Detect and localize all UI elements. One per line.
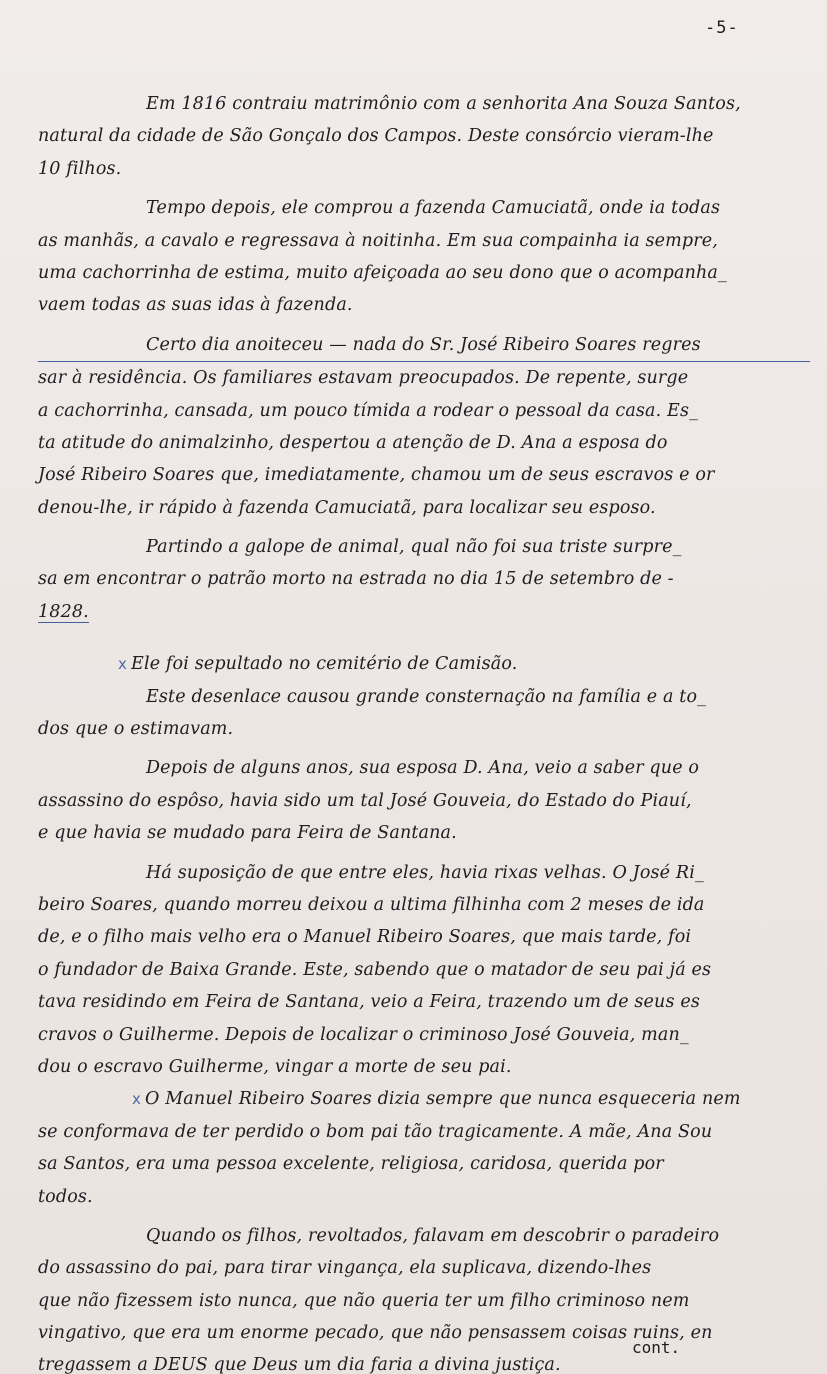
text-line: x O Manuel Ribeiro Soares dizia sempre que nunca esqueceria nem xyxy=(132,1089,741,1110)
text-line: todos. xyxy=(38,1186,93,1207)
text-line-date xyxy=(38,596,810,628)
paragraph-marriage xyxy=(38,88,810,185)
text-line: sar à residência. Os familiares estavam preocupados. De repente, surge xyxy=(38,368,689,389)
text-line: a cachorrinha, cansada, um pouco tímida a rodear o pessoal da casa. Es_ xyxy=(38,400,698,421)
text-line: de, e o filho mais velho era o Manuel Ribeiro Soares, que mais tarde, foi xyxy=(38,927,692,948)
paragraph-mother xyxy=(38,1220,810,1374)
text-line: Em 1816 contraiu matrimônio com a senhorita Ana Souza Santos, xyxy=(146,94,741,114)
text-line: o fundador de Baixa Grande. Este, sabendo que o matador de seu pai já es xyxy=(38,959,712,980)
paragraph-grief xyxy=(38,681,810,746)
text-line: ta atitude do animalzinho, despertou a atenção de D. Ana a esposa do xyxy=(38,432,668,453)
text-line-underlined: Certo dia anoiteceu — nada do Sr. José Ribeiro Soares regres xyxy=(38,329,810,362)
text-line: as manhãs, a cavalo e regressava à noitinha. Em sua compainha ia sempre, xyxy=(38,230,718,251)
text-line: dou o escravo Guilherme, vingar a morte de seu pai. xyxy=(38,1056,512,1077)
paragraph-night xyxy=(38,329,810,524)
underlined-year: 1828. xyxy=(38,601,89,622)
text-line: dos que o estimavam. xyxy=(38,719,234,740)
text-line: Há suposição de que entre eles, havia rixas velhas. O José Ri_ xyxy=(146,862,704,883)
text-line: do assassino do pai, para tirar vingança, ela suplicava, dizendo-lhes xyxy=(38,1258,652,1279)
text-line: vingativo, que era um enorme pecado, que não pensassem coisas ruins, en xyxy=(38,1323,713,1344)
text-line: denou-lhe, ir rápido à fazenda Camuciatã, para localizar seu esposo. xyxy=(38,497,656,518)
text-line: Tempo depois, ele comprou a fazenda Camuciatã, onde ia todas xyxy=(146,198,721,219)
text-line: Este desenlace causou grande consternação na família e a to_ xyxy=(146,686,707,707)
paragraph-revenge xyxy=(38,857,810,1084)
text-line: Quando os filhos, revoltados, falavam em descobrir o paradeiro xyxy=(146,1225,720,1246)
text-line: beiro Soares, quando morreu deixou a ultima filhinha com 2 meses de ida xyxy=(38,894,705,915)
text-line: vaem todas as suas idas à fazenda. xyxy=(38,295,353,316)
paragraph-discovery xyxy=(38,531,810,628)
paragraph-burial xyxy=(38,648,810,680)
text-line: assassino do espôso, havia sido um tal José Gouveia, do Estado do Piauí, xyxy=(38,790,692,811)
paragraph-manuel xyxy=(38,1083,810,1213)
text-line: natural da cidade de São Gonçalo dos Campos. Deste consórcio vieram-lhe xyxy=(38,126,714,147)
text-line: x Ele foi sepultado no cemitério de Camisão. xyxy=(118,654,518,675)
pen-mark-icon: x xyxy=(132,1090,142,1109)
text-line: Partindo a galope de animal, qual não foi sua triste surpre_ xyxy=(146,537,682,558)
text-line: se conformava de ter perdido o bom pai tão tragicamente. A mãe, Ana Sou xyxy=(38,1121,713,1142)
text-line: e que havia se mudado para Feira de Santana. xyxy=(38,823,457,844)
text-line: cravos o Guilherme. Depois de localizar o criminoso José Gouveia, man_ xyxy=(38,1024,689,1045)
text-line: uma cachorrinha de estima, muito afeiçoada ao seu dono que o acompanha_ xyxy=(38,262,727,283)
text-line: Depois de alguns anos, sua esposa D. Ana, veio a saber que o xyxy=(146,758,700,779)
document-body xyxy=(38,88,810,1374)
text-line: tregassem a DEUS que Deus um dia faria a divina justiça. xyxy=(38,1355,561,1374)
text-line: tava residindo em Feira de Santana, veio a Feira, trazendo um de seus es xyxy=(38,992,700,1013)
text-line: 10 filhos. xyxy=(38,158,122,179)
text-line: que não fizessem isto nunca, que não queria ter um filho criminoso nem xyxy=(38,1290,690,1311)
page-number: -5- xyxy=(705,18,739,38)
pen-mark-icon: x xyxy=(118,655,128,674)
continuation-note: cont. xyxy=(632,1338,681,1357)
text-line: sa Santos, era uma pessoa excelente, religiosa, caridosa, querida por xyxy=(38,1154,664,1175)
text-line: José Ribeiro Soares que, imediatamente, chamou um de seus escravos e or xyxy=(38,465,715,486)
paragraph-farm xyxy=(38,192,810,322)
text-line: sa em encontrar o patrão morto na estrada no dia 15 de setembro de - xyxy=(38,569,674,590)
paragraph-assassin xyxy=(38,752,810,849)
